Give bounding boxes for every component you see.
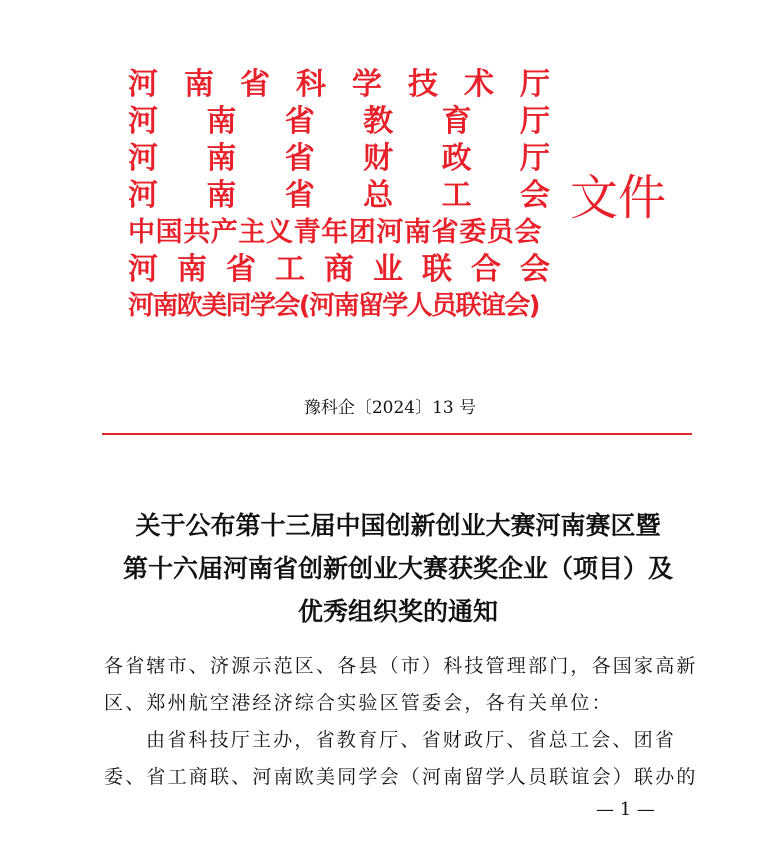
issuer-char: 工 bbox=[275, 252, 305, 287]
issuer-char: 育 bbox=[441, 104, 472, 139]
issuer-char: 省 bbox=[284, 104, 315, 139]
issuer-education-dept bbox=[128, 103, 550, 140]
document-label: 文件 bbox=[570, 170, 667, 226]
page-number: — 1 — bbox=[596, 799, 655, 820]
issuer-char: 商 bbox=[324, 252, 354, 287]
issuer-char: 厅 bbox=[519, 104, 550, 139]
title-line: 优秀组织奖的通知 bbox=[297, 597, 498, 626]
issuer-western-returned-scholars: 河南欧美同学会(河南留学人员联谊会) bbox=[128, 291, 539, 321]
issuer-char: 会 bbox=[519, 178, 550, 213]
issuer-char: 河 bbox=[128, 104, 158, 139]
document-title bbox=[102, 504, 694, 633]
issuer-char: 财 bbox=[363, 141, 394, 176]
issuer-char: 业 bbox=[373, 252, 403, 287]
body-paragraph-line: 委、省工商联、河南欧美同学会（河南留学人员联谊会）联办的 bbox=[104, 766, 698, 788]
issuer-char: 技 bbox=[408, 67, 438, 102]
issuer-char: 河 bbox=[128, 178, 158, 213]
issuer-char: 工 bbox=[441, 178, 472, 213]
issuer-char: 科 bbox=[296, 67, 326, 102]
body-line-recipients: 各省辖市、济源示范区、各县（市）科技管理部门，各国家高新 bbox=[104, 655, 698, 677]
issuer-char: 省 bbox=[284, 178, 315, 213]
issuer-char: 联 bbox=[422, 252, 452, 287]
document-number: 豫科企〔2024〕13 号 bbox=[303, 398, 477, 418]
title-line: 第十六届河南省创新创业大赛获奖企业（项目）及 bbox=[122, 554, 673, 583]
title-line: 关于公布第十三届中国创新创业大赛河南赛区暨 bbox=[135, 511, 661, 540]
issuer-char: 南 bbox=[206, 104, 237, 139]
issuer-char: 术 bbox=[464, 67, 494, 102]
issuer-char: 合 bbox=[471, 252, 501, 287]
issuer-char: 省 bbox=[226, 252, 256, 287]
issuer-char: 河 bbox=[128, 252, 158, 287]
issuer-char: 政 bbox=[441, 141, 472, 176]
issuer-char: 厅 bbox=[520, 67, 550, 102]
issuer-char: 省 bbox=[284, 141, 315, 176]
issuer-char: 学 bbox=[352, 67, 382, 102]
issuer-char: 省 bbox=[240, 67, 270, 102]
issuer-char: 总 bbox=[363, 178, 394, 213]
issuer-industry-commerce-federation bbox=[128, 251, 550, 288]
issuer-char: 教 bbox=[363, 104, 394, 139]
issuer-federation-trade-unions bbox=[128, 177, 550, 214]
body-paragraph-line: 由省科技厅主办，省教育厅、省财政厅、省总工会、团省 bbox=[146, 729, 677, 751]
issuer-char: 南 bbox=[206, 178, 237, 213]
issuer-finance-dept bbox=[128, 140, 550, 177]
issuer-char: 南 bbox=[184, 67, 214, 102]
issuing-authorities bbox=[128, 66, 550, 325]
issuer-char: 厅 bbox=[519, 141, 550, 176]
issuer-char: 南 bbox=[177, 252, 207, 287]
issuer-char: 河 bbox=[128, 67, 158, 102]
issuer-youth-league: 中国共产主义青年团河南省委员会 bbox=[128, 217, 542, 248]
issuer-science-technology-dept bbox=[128, 66, 550, 103]
issuer-char: 南 bbox=[206, 141, 237, 176]
body-line-recipients: 区、郑州航空港经济综合实验区管委会，各有关单位： bbox=[104, 692, 613, 714]
issuer-char: 河 bbox=[128, 141, 158, 176]
red-divider bbox=[102, 433, 692, 435]
issuer-char: 会 bbox=[520, 252, 550, 287]
document-body bbox=[104, 648, 698, 796]
